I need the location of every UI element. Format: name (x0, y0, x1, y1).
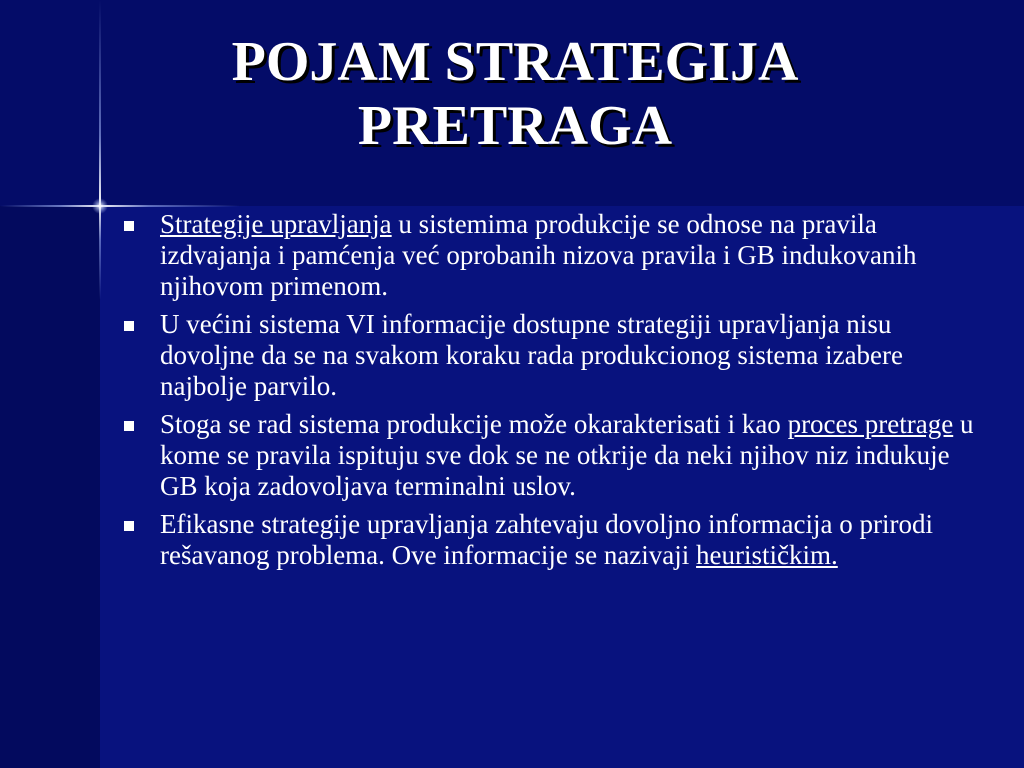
sparkle-vertical-glint (99, 0, 101, 300)
bullet-list (120, 209, 980, 578)
slide-title (120, 30, 910, 158)
bullet-text: U većini sistema VI informacije dostupne strategiji upravljanja nisu dovoljne da se na svakom koraku rada produkcionog sistema izabere najbolje parvilo. (160, 309, 904, 401)
bullet-text: u sistemima produkcije se odnose na pravila izdvajanja i pamćenja već oprobanih nizova pravila i GB indukovanih njihovom primenom. (160, 209, 917, 301)
square-bullet-icon (124, 321, 134, 331)
slide-title-line-1: POJAM STRATEGIJA (231, 31, 799, 93)
left-band (0, 206, 100, 768)
bullet-item (120, 309, 980, 402)
sparkle-horizontal-glint (0, 205, 240, 207)
square-bullet-icon (124, 421, 134, 431)
proces-pretrage-link[interactable]: proces pretrage (787, 409, 954, 439)
bullet-item (120, 409, 980, 502)
strategije-upravljanja-link[interactable]: Strategije upravljanja (160, 209, 392, 239)
heuristickim-link[interactable]: heurističkim. (696, 540, 838, 570)
bullet-item (120, 209, 980, 302)
square-bullet-icon (124, 221, 134, 231)
square-bullet-icon (124, 521, 134, 531)
slide-title-line-2: PRETRAGA (357, 95, 673, 157)
bullet-text: u kome se pravila ispituju sve dok se ne otkrije da neki njihov niz indukuje GB koja zadovoljava terminalni uslov. (160, 409, 974, 501)
bullet-item (120, 509, 980, 571)
bullet-text: Stoga se rad sistema produkcije može okarakterisati i kao (160, 409, 788, 439)
bullet-text: Efikasne strategije upravljanja zahtevaju dovoljno informacija o prirodi rešavanog problema. Ove informacije se nazivaji (160, 509, 933, 570)
sparkle-icon (92, 198, 108, 214)
